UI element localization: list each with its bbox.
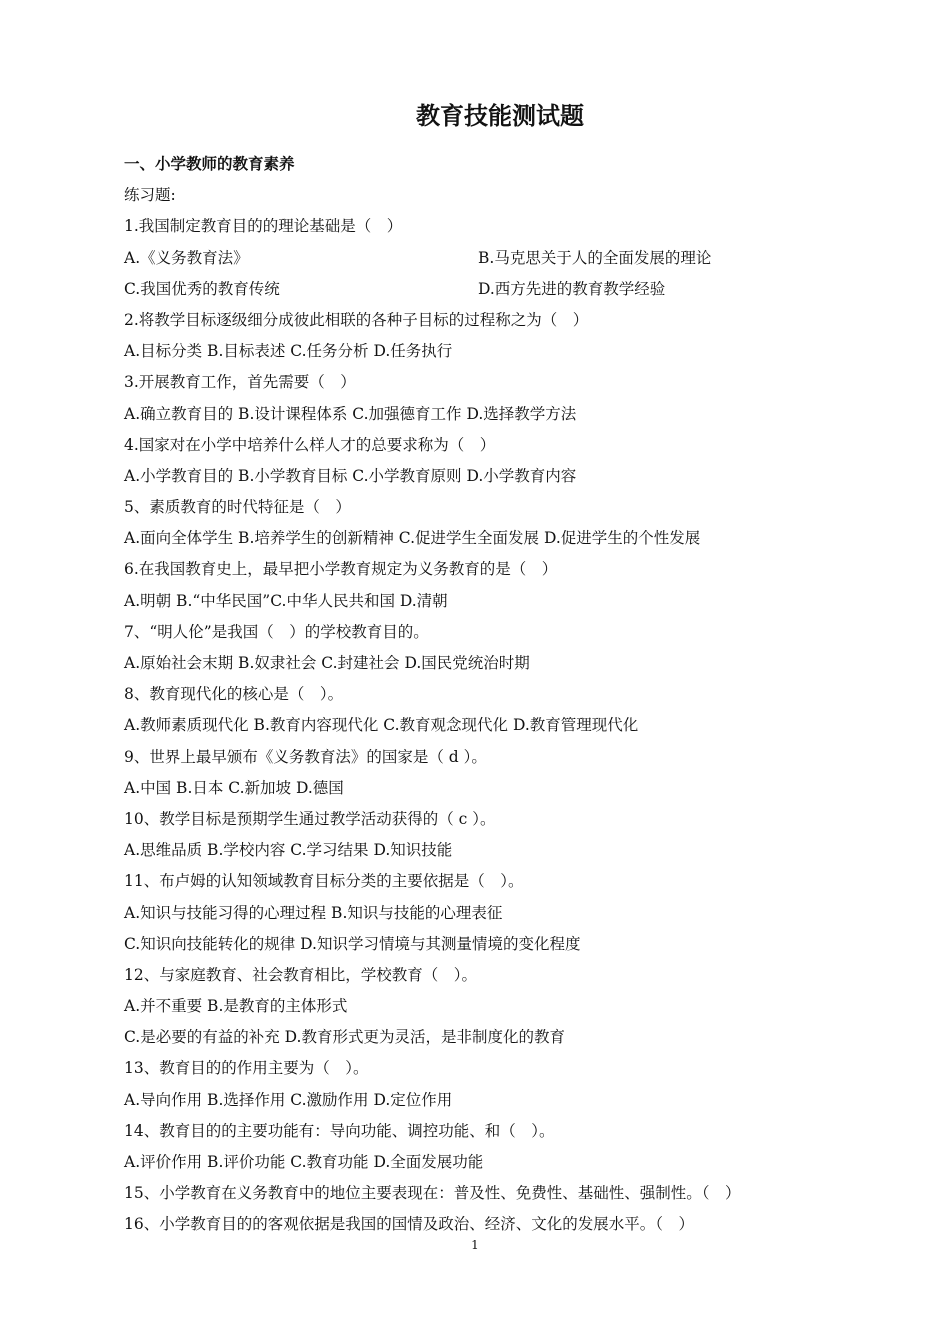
option-line: A.知识与技能习得的心理过程 B.知识与技能的心理表征 — [124, 903, 503, 922]
option-line: A.教师素质现代化 B.教育内容现代化 C.教育观念现代化 D.教育管理现代化 — [124, 716, 639, 735]
option: A.《义务教育法》 — [124, 248, 249, 267]
question-stem: 4.国家对在小学中培养什么样人才的总要求称为（ ） — [124, 435, 496, 454]
question-stem: 5、素质教育的时代特征是（ ） — [124, 498, 351, 517]
question-stem: 6.在我国教育史上，最早把小学教育规定为义务教育的是（ ） — [124, 560, 558, 579]
question-stem: 7、“明人伦”是我国（ ）的学校教育目的。 — [124, 622, 429, 641]
document-body — [124, 149, 844, 1241]
option-row — [124, 243, 844, 274]
option-line: A.确立教育目的 B.设计课程体系 C.加强德育工作 D.选择教学方法 — [124, 404, 577, 423]
option: B.马克思关于人的全面发展的理论 — [478, 248, 712, 267]
question-stem: 3.开展教育工作，首先需要（ ） — [124, 373, 356, 392]
question-stem: 13、教育目的的作用主要为（ ）。 — [124, 1059, 369, 1078]
document-title: 教育技能测试题 — [416, 102, 584, 130]
question-stem: 12、与家庭教育、社会教育相比，学校教育（ ）。 — [124, 965, 477, 984]
question-stem: 9、世界上最早颁布《义务教育法》的国家是（ d ）。 — [124, 747, 487, 766]
option-line: A.明朝 B.“中华民国”C.中华人民共和国 D.清朝 — [124, 591, 448, 610]
option-line: A.并不重要 B.是教育的主体形式 — [124, 997, 348, 1016]
option-row — [124, 274, 844, 305]
question-stem: 1.我国制定教育目的的理论基础是（ ） — [124, 217, 403, 236]
option-line: A.评价作用 B.评价功能 C.教育功能 D.全面发展功能 — [124, 1153, 484, 1171]
option-line: A.中国 B.日本 C.新加坡 D.德国 — [124, 778, 344, 797]
section-heading: 一、小学教师的教育素养 — [124, 155, 295, 173]
page-number: 1 — [471, 1238, 479, 1252]
question-stem: 11、布卢姆的认知领域教育目标分类的主要依据是（ ）。 — [124, 872, 524, 891]
question-stem: 2.将教学目标逐级细分成彼此相联的各种子目标的过程称之为（ ） — [124, 310, 589, 329]
option: C.我国优秀的教育传统 — [124, 279, 280, 298]
option-line: A.思维品质 B.学校内容 C.学习结果 D.知识技能 — [124, 841, 453, 860]
question-stem: 14、教育目的的主要功能有：导向功能、调控功能、和（ ）。 — [124, 1121, 555, 1140]
question-stem: 10、教学目标是预期学生通过教学活动获得的（ c ）。 — [124, 809, 496, 828]
option: D.西方先进的教育教学经验 — [478, 279, 666, 298]
question-stem: 15、小学教育在义务教育中的地位主要表现在：普及性、免费性、基础性、强制性。（ ） — [124, 1184, 741, 1203]
question-stem: 16、小学教育目的的客观依据是我国的国情及政治、经济、文化的发展水平。（ ） — [124, 1215, 694, 1234]
option-line: A.目标分类 B.目标表述 C.任务分析 D.任务执行 — [124, 342, 453, 361]
option-line: C.是必要的有益的补充 D.教育形式更为灵活，是非制度化的教育 — [124, 1028, 565, 1047]
option-line: C.知识向技能转化的规律 D.知识学习情境与其测量情境的变化程度 — [124, 934, 581, 953]
option-line: A.小学教育目的 B.小学教育目标 C.小学教育原则 D.小学教育内容 — [124, 466, 577, 485]
option-line: A.面向全体学生 B.培养学生的创新精神 C.促进学生全面发展 D.促进学生的个性发展 — [124, 529, 701, 548]
practice-label: 练习题: — [124, 186, 176, 205]
option-line: A.原始社会末期 B.奴隶社会 C.封建社会 D.国民党统治时期 — [124, 654, 530, 672]
option-line: A.导向作用 B.选择作用 C.激励作用 D.定位作用 — [124, 1090, 453, 1109]
question-stem: 8、教育现代化的核心是（ ）。 — [124, 685, 344, 704]
